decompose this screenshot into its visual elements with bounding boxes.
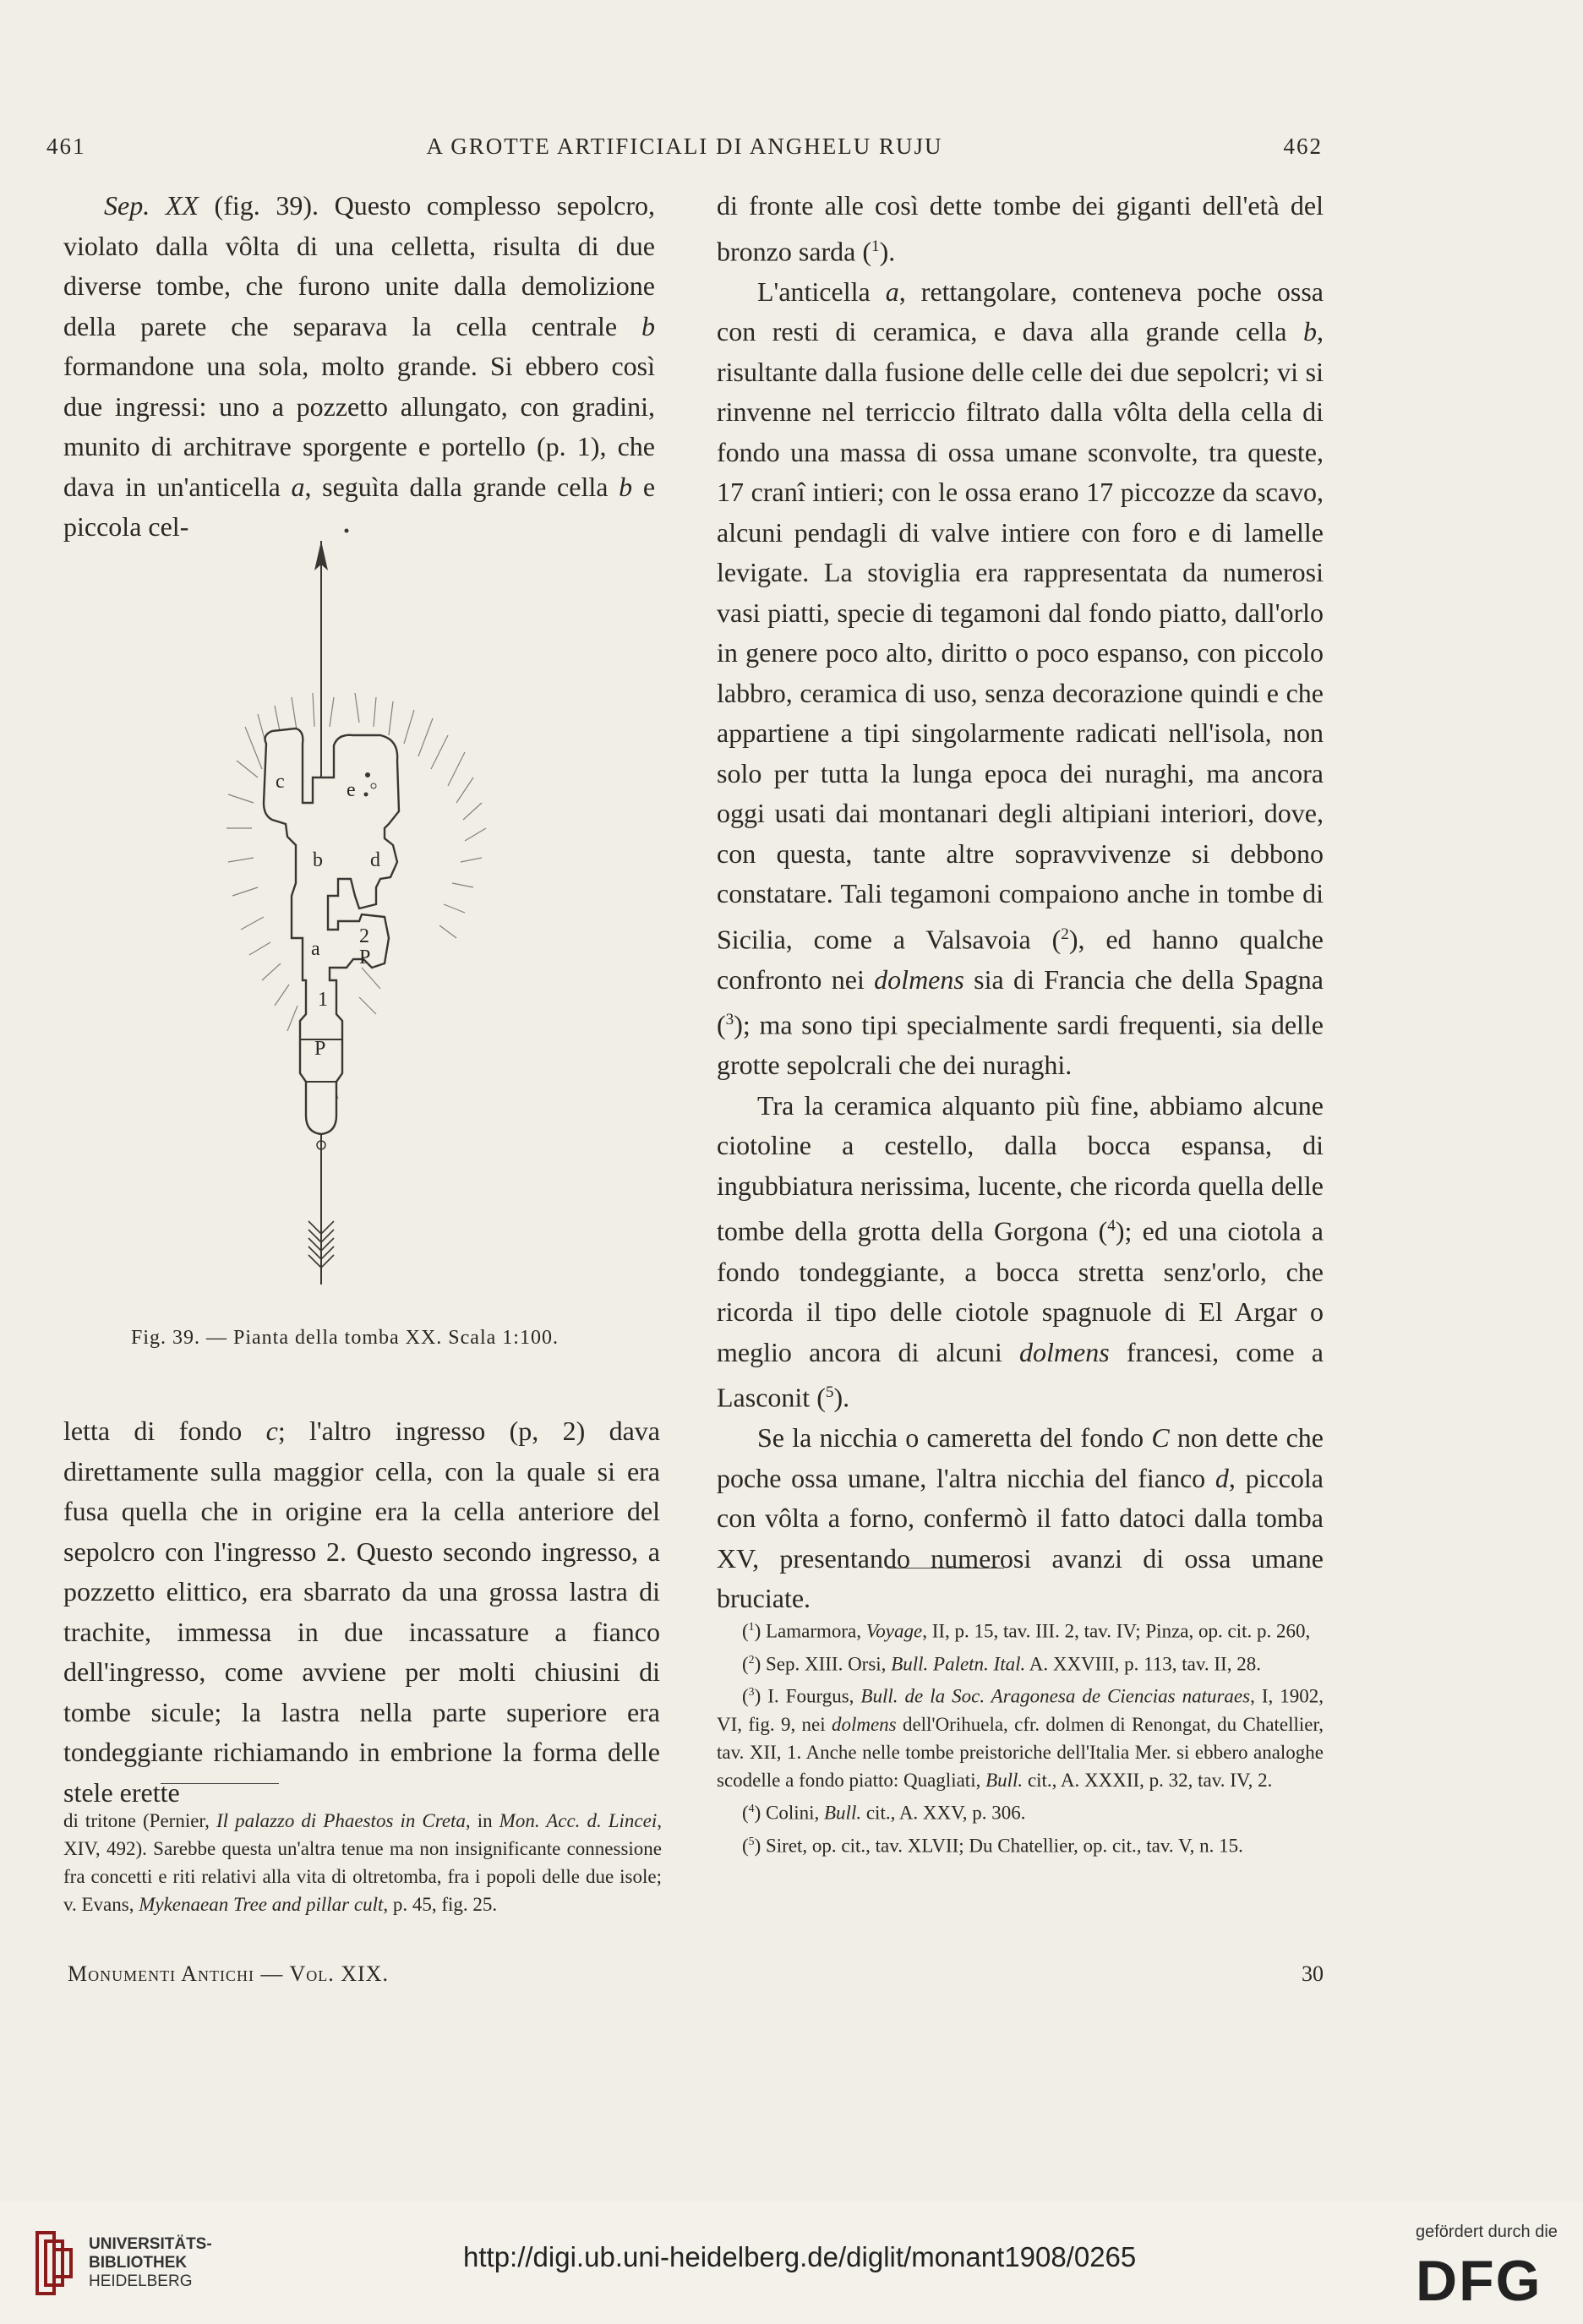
journal-signature: Monumenti Antichi — Vol. XIX. (68, 1961, 389, 1986)
footnote-5: ($^5$) Siret, op. cit., tav. XLVII; Du Chatellier, op. cit., tav. V, n. 15. (742, 1834, 1243, 1857)
figure-label-a: a (311, 938, 320, 960)
figure-label-e: e (347, 779, 356, 801)
figure-label-p-2: P (359, 947, 371, 968)
footnotes-right (717, 1612, 1324, 1859)
paragraph-right-4: Se la nicchia o cameretta del fondo C non dette che poche ossa umane, l'altra nicchia del fianco d, piccola con vôlta a forno, confermò il fatto datoci dalla tomba XV, presentando numerosi avanzi di ossa umane bruciate. (717, 1422, 1324, 1614)
paragraph-right-2: L'anticella a, rettangolare, conteneva poche ossa con resti di ceramica, e dava alla grande cella b, risultante dalla fusione delle celle dei due sepolcri; vi si rinvenne nel terriccio filtrato dalla vôlta della cella di fondo una massa di ossa umane sconvolte, tra queste, 17 cranî intieri; con le ossa erano 17 piccozze da scavo, alcuni pendagli di valve intiere con foro e di lamelle levigate. La stoviglia era rappresentata da numerosi vasi piatti, specie di tegamoni dal fondo piatto, dall'orlo in genere poco alto, diritto o poco espanso, con piccolo labbro, ceramica di uso, senza decorazione quindi e che appartiene a tipi singolarmente radicati nell'isola, non solo per tutta la lunga epoca dei nuraghi, ma ancora oggi usati dai montanari degli altipiani interiori, dove, con questa, tante altre sopravvivenze si debbono constatare. Tali tegamoni compaiono anche in tombe di Sicilia, come a Valsavoia ($^2$), ed hanno qualche confronto nei dolmens sia di Francia che della Spagna ($^3$); ma sono tipi specialmente sardi frequenti, sia delle grotte sepolcrali che dei nuraghi. (717, 275, 1324, 1081)
paragraph-continued: letta di fondo c; l'altro ingresso (p, 2) dava direttamente sulla maggior cella, con la quale si era fusa quella che in origine era la cella anteriore del sepolcro con l'ingresso 2. Questo secondo ingresso, a pozzetto elittico, era sbarrato da una grossa lastra di trachite, immessa in due incassature a fianco dell'ingresso, come avviene per molti chiusini di tombe sicule; la lastra nella parte superiore era tondeggiante richiamando in embrione la forma delle stele erette (63, 1416, 661, 1808)
page-number-right: 462 (1283, 134, 1323, 159)
right-column (717, 186, 1324, 1619)
page-number-left: 461 (46, 134, 86, 159)
footnote-2: ($^2$) Sep. XIII. Orsi, Bull. Paletn. Ital. A. XXVIII, p. 113, tav. II, 28. (742, 1652, 1261, 1675)
paragraph-right-3: Tra la ceramica alquanto più fine, abbiamo alcune ciotoline a cestello, dalla bocca espansa, di ingubbiatura nerissima, lucente, che ricorda quella delle tombe della grotta della Gorgona ($^4$); ed una ciotola a fondo tondeggiante, a bocca stretta senz'orlo, che ricorda il tipo delle ciotole spagnuole di El Argar o meglio ancora di alcuni dolmens francesi, come a Lasconit ($^5$). (717, 1089, 1324, 1413)
tomb-plan-figure (211, 524, 532, 1310)
paragraph-sep-xx: Sep. XX (fig. 39). Questo complesso sepolcro, violato dalla vôlta di una celletta, risulta di due diverse tombe, che furono unite dalla demolizione della parete che separava la cella centrale b formandone una sola, molto grande. Si ebbero così due ingressi: uno a pozzetto allungato, con gradini, munito di architrave sporgente e portello (p. 1), che dava in un'anticella a, seguìta dalla grande cella b e piccola cel- (63, 190, 656, 542)
figure-label-c: c (276, 771, 285, 793)
library-name[interactable]: UNIVERSITÄTS- BIBLIOTHEK HEIDELBERG (89, 2235, 212, 2290)
figure-label-p-1: P (314, 1038, 326, 1060)
figure-label-2: 2 (359, 925, 369, 947)
figure-caption: Fig. 39. — Pianta della tomba XX. Scala 1:100. (131, 1327, 559, 1349)
figure-label-1: 1 (318, 989, 328, 1011)
figure-label-b: b (313, 849, 323, 871)
library-logo-icon[interactable] (34, 2229, 76, 2297)
running-header (46, 134, 1323, 167)
running-title: A GROTTE ARTIFICIALI DI ANGHELU RUJU (426, 134, 943, 159)
source-url-link[interactable]: http://digi.ub.uni-heidelberg.de/diglit/monant1908/0265 (463, 2241, 1137, 2272)
footnote-left-text: di tritone (Pernier, Il palazzo di Phaestos in Creta, in Mon. Acc. d. Lincei, XIV, 492). Sarebbe questa un'altra tenue ma non insignificante connessione fra concetti e riti relativi alla vita di oltretomba, fra i popoli delle due isole; v. Evans, Mykenaean Tree and pillar cult, p. 45, fig. 25. (63, 1810, 662, 1915)
signature-number: 30 (1302, 1961, 1324, 1986)
funded-by-label: gefördert durch die (1416, 2223, 1558, 2241)
footnote-3: ($^3$) I. Fourgus, Bull. de la Soc. Aragonesa de Ciencias naturaes, I, 1902, VI, fig. 9, nei dolmens dell'Orihuela, cfr. dolmen di Renongat, du Chatellier, tav. XII, 1. Anche nelle tombe preistoriche dell'Italia Mer. si ebbero analoghe scodelle a fondo piatto: Quagliati, Bull. cit., A. XXXII, p. 32, tav. IV, 2. (717, 1685, 1324, 1791)
paragraph-right-1: di fronte alle così dette tombe dei giganti dell'età del bronzo sarda ($^1$). (717, 190, 1324, 267)
left-column-top (63, 186, 655, 548)
footnote-rule-left (161, 1783, 279, 1784)
footnote-4: ($^4$) Colini, Bull. cit., A. XXV, p. 306. (742, 1801, 1026, 1824)
figure-label-d: d (370, 849, 380, 871)
left-column-bottom (63, 1411, 660, 1813)
footnote-continued-left (63, 1807, 662, 1918)
footnote-1: ($^1$) Lamarmora, Voyage, II, p. 15, tav. III. 2, tav. IV; Pinza, op. cit. p. 260, (742, 1620, 1311, 1642)
dfg-logo[interactable]: DFG (1416, 2249, 1542, 2313)
